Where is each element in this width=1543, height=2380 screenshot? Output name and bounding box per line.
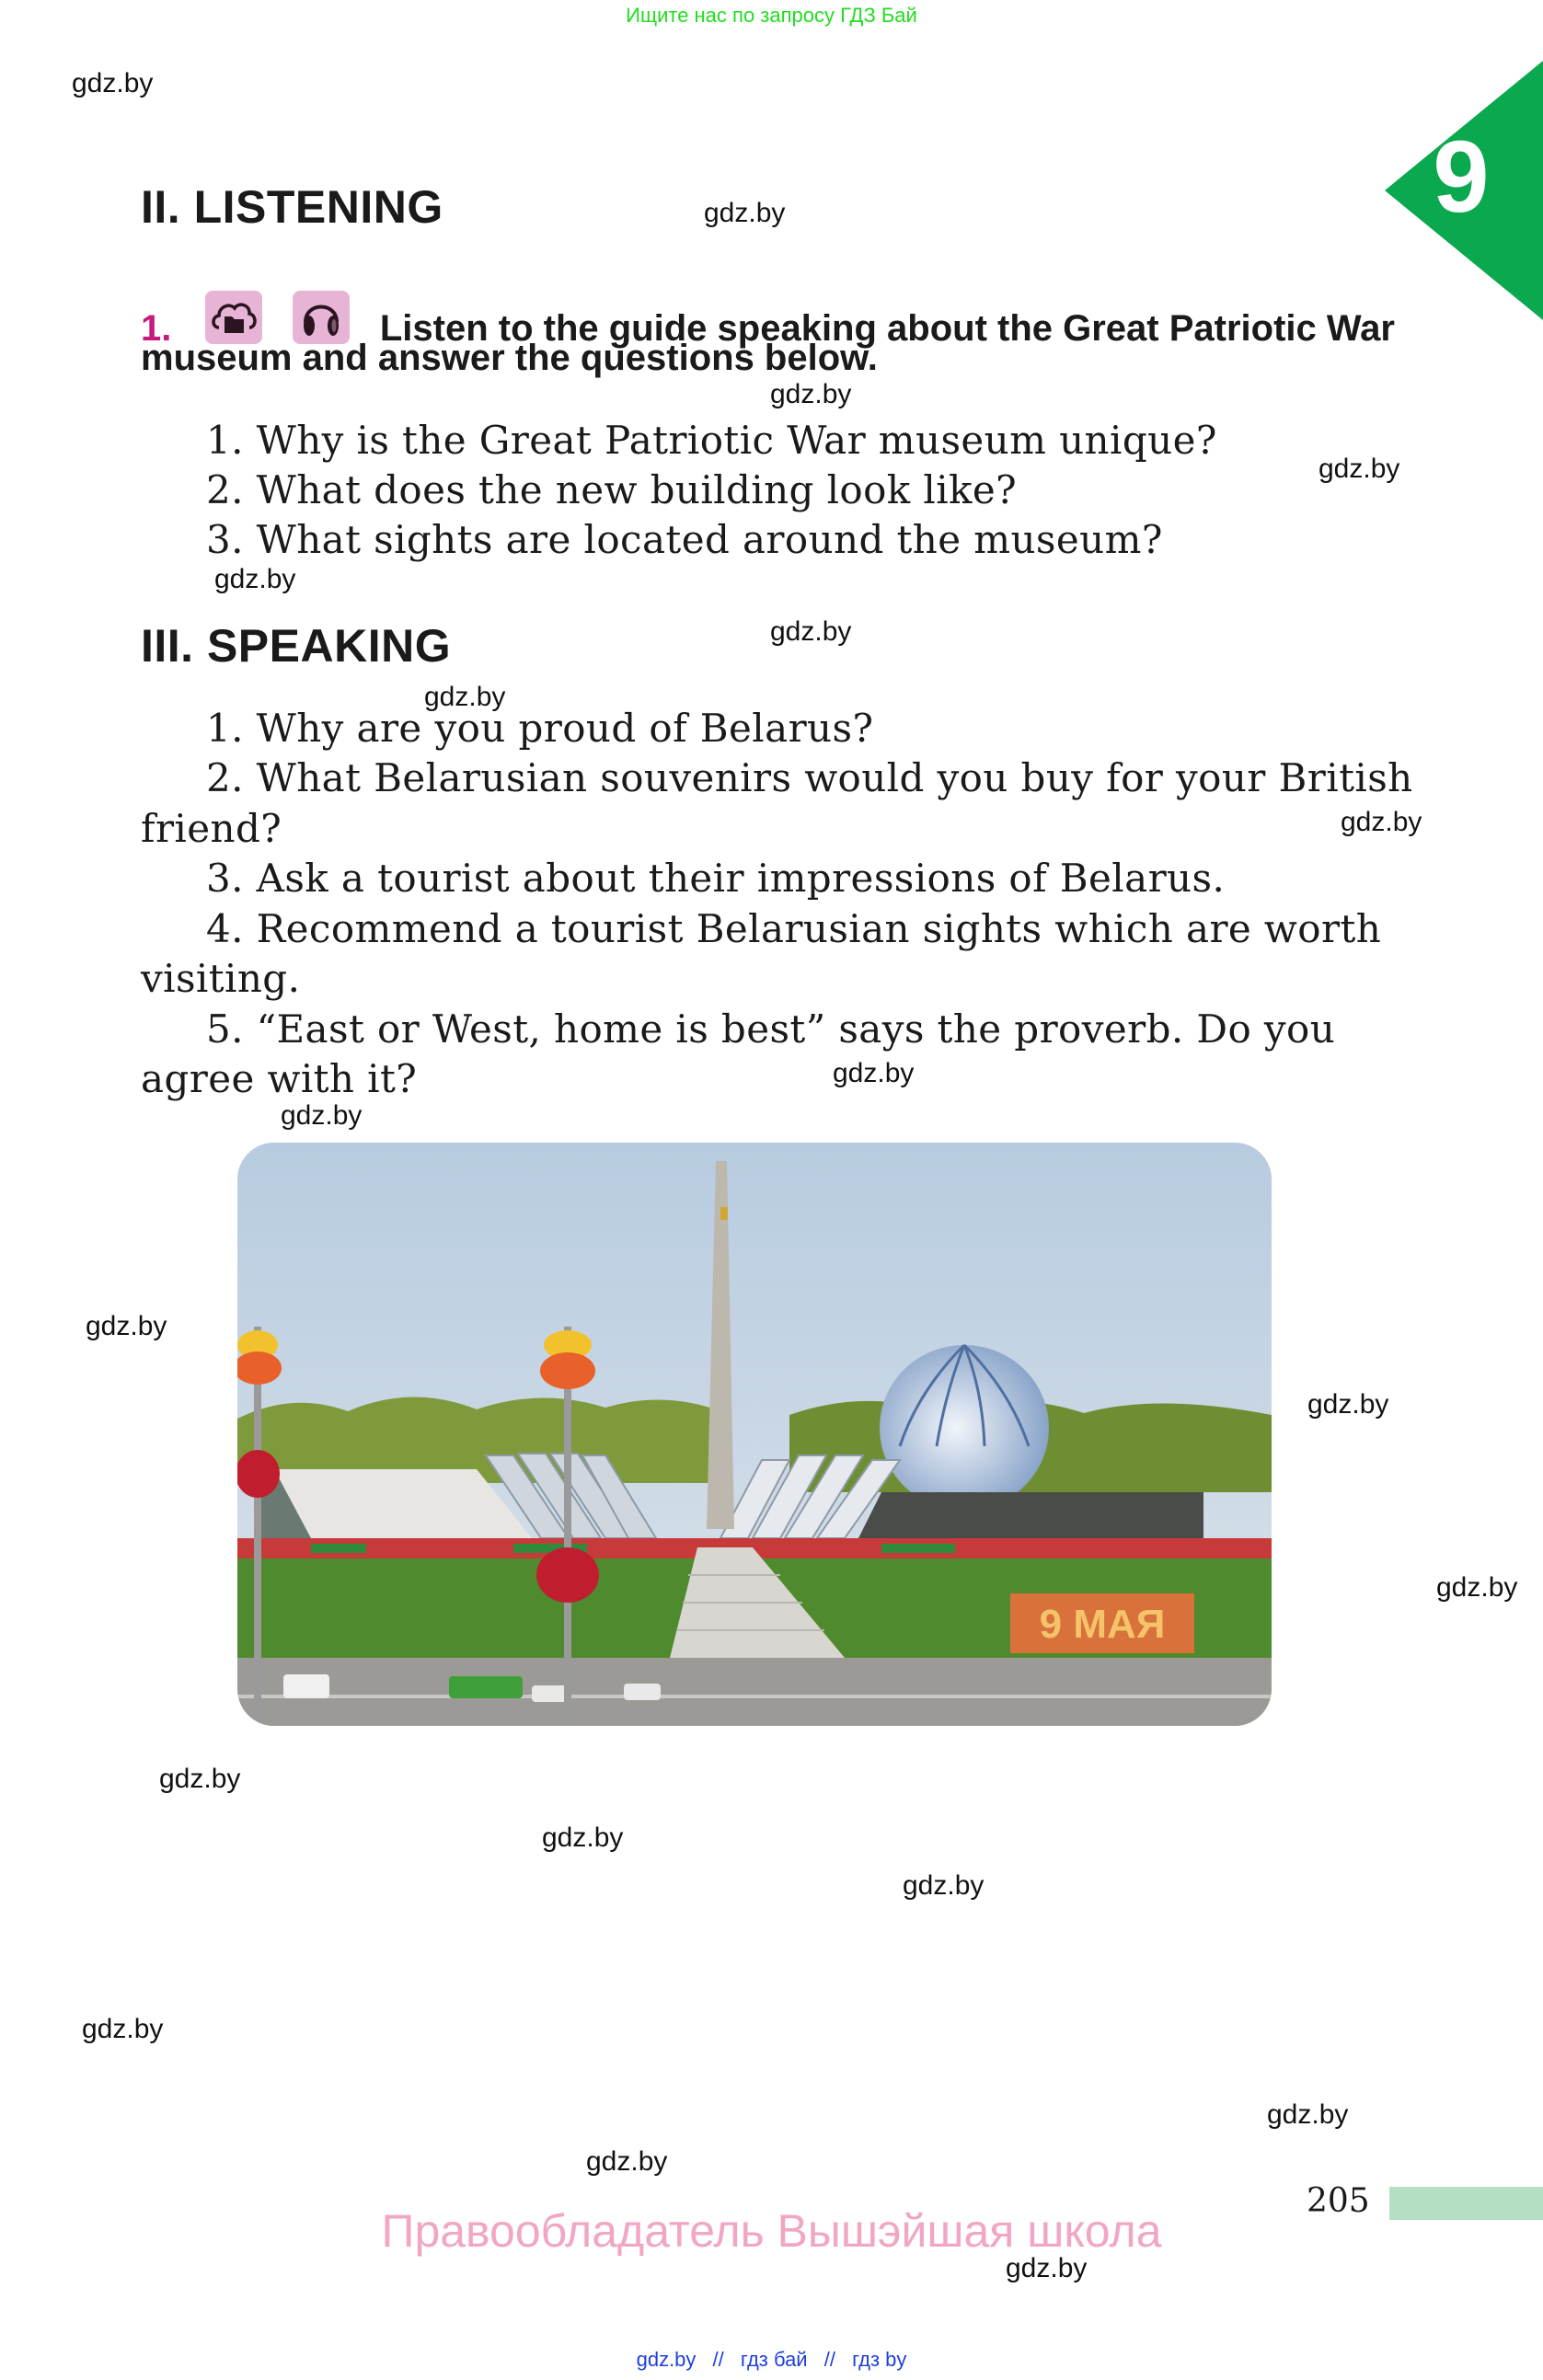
watermark: gdz.by [770, 616, 852, 647]
speaking-item: 3. Ask a tourist about their impressions of Belarus. [206, 856, 1226, 901]
speaking-item-continuation: agree with it? [141, 1056, 418, 1101]
copyright-notice: Правообладатель Вышэйшая школа [381, 2205, 1162, 2257]
top-banner: Ищите нас по запросу ГДЗ Бай [626, 4, 917, 27]
watermark: gdz.by [1267, 2099, 1349, 2130]
link-gdz-bai[interactable]: гдз бай [740, 2348, 808, 2371]
bottom-links [0, 2348, 1543, 2372]
watermark: gdz.by [1436, 1572, 1518, 1603]
watermark: gdz.by [82, 2014, 164, 2044]
chapter-number: 9 [1433, 121, 1490, 234]
victory-day-sign: 9 МАЯ [1039, 1602, 1166, 1647]
separator: // [712, 2348, 724, 2371]
link-gdz-by[interactable]: gdz.by [636, 2348, 697, 2371]
watermark: gdz.by [1006, 2253, 1088, 2283]
speaking-item: 1. Why are you proud of Belarus? [206, 706, 874, 751]
watermark: gdz.by [281, 1100, 363, 1131]
listening-question: 2. What does the new building look like? [206, 467, 1018, 512]
speaking-item: 4. Recommend a tourist Belarusian sights which are worth [206, 906, 1382, 951]
speaking-item-continuation: friend? [141, 806, 282, 851]
watermark: gdz.by [424, 682, 506, 712]
listening-question: 3. What sights are located around the museum? [206, 517, 1163, 562]
section-heading-speaking: III. SPEAKING [141, 620, 452, 672]
cloud-folder-icon [205, 291, 262, 344]
watermark: gdz.by [159, 1764, 241, 1794]
speaking-item: 2. What Belarusian souvenirs would you buy for your British [206, 755, 1413, 800]
link-gdz-by-cyr[interactable]: гдз by [852, 2348, 907, 2371]
watermark: gdz.by [770, 379, 852, 409]
watermark: gdz.by [1318, 454, 1400, 484]
listening-question: 1. Why is the Great Patriotic War museum unique? [206, 418, 1217, 463]
section-heading-listening: II. LISTENING [141, 181, 443, 233]
watermark: gdz.by [214, 564, 296, 594]
task-instruction-line1: Listen to the guide speaking about the Great Patriotic War [379, 308, 1395, 349]
speaking-item-continuation: visiting. [141, 956, 301, 1001]
watermark: gdz.by [86, 1311, 167, 1341]
watermark: gdz.by [586, 2146, 668, 2177]
task-number: 1. [141, 308, 172, 349]
headphones-icon [293, 291, 350, 344]
watermark: gdz.by [72, 68, 154, 98]
separator: // [823, 2348, 835, 2371]
task-instruction-line2: museum and answer the questions below. [141, 338, 878, 378]
watermark: gdz.by [1341, 807, 1422, 837]
watermark: gdz.by [1307, 1389, 1389, 1420]
page-number: 205 [1307, 2182, 1370, 2220]
speaking-item: 5. “East or West, home is best” says the proverb. Do you [206, 1006, 1336, 1052]
watermark: gdz.by [903, 1870, 985, 1901]
museum-photo [237, 1143, 1272, 1726]
watermark: gdz.by [833, 1058, 915, 1088]
watermark: gdz.by [542, 1822, 624, 1853]
watermark: gdz.by [704, 198, 786, 228]
